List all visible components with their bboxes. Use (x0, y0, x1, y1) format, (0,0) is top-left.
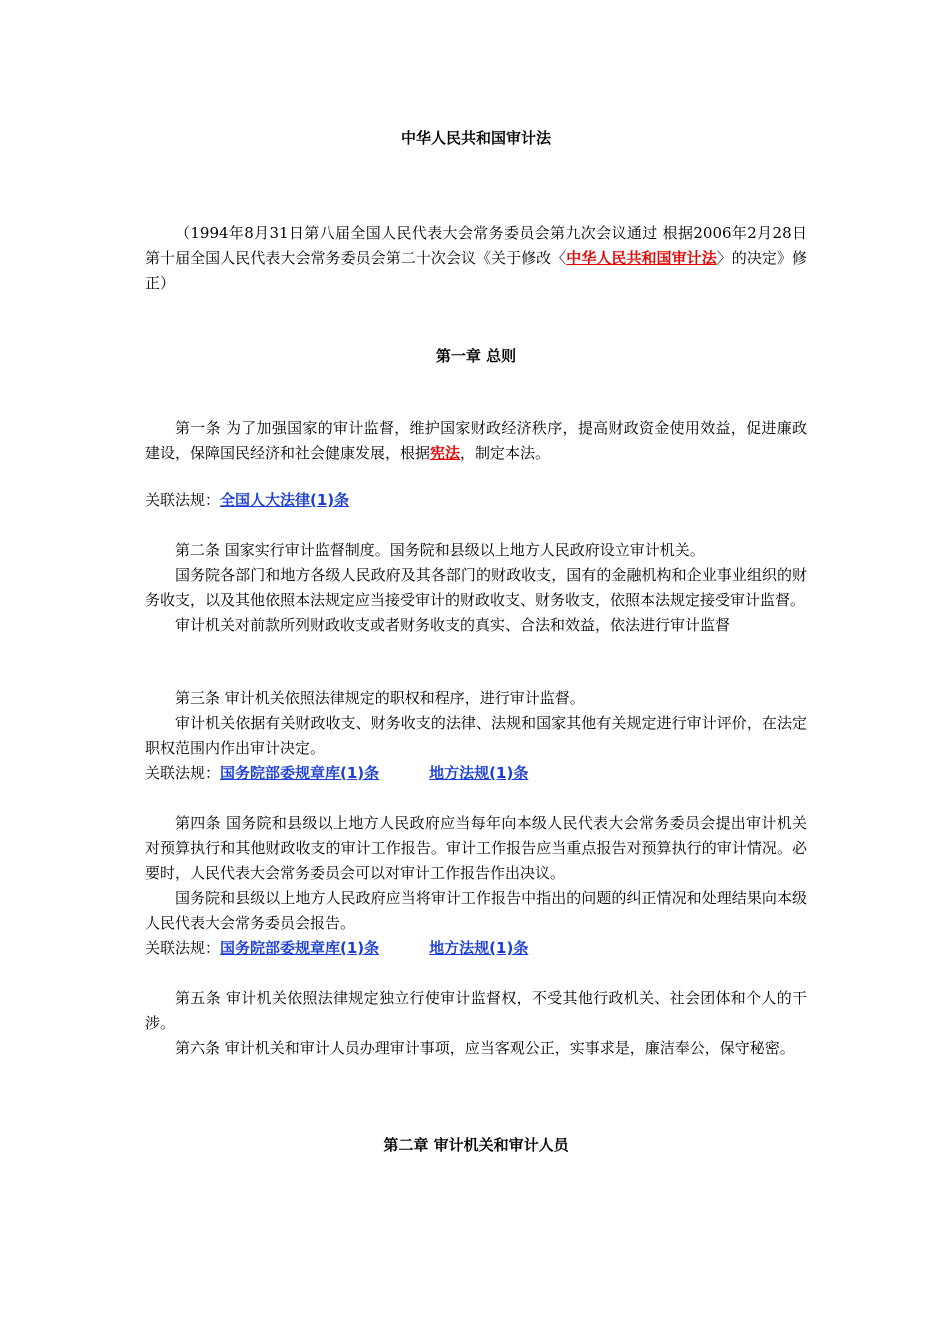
article-2 (145, 538, 807, 638)
article-1 (145, 416, 807, 466)
state-council-rules-link[interactable]: 国务院部委规章库(1)条 (220, 764, 380, 782)
article-5-paragraph: 第五条 审计机关依照法律规定独立行使审计监督权，不受其他行政机关、社会团体和个人的干涉。 (145, 989, 807, 1032)
related-regulations-1 (145, 488, 807, 513)
related-label: 关联法规： (145, 764, 221, 782)
related-label: 关联法规： (145, 491, 221, 509)
preamble-text-end: 〉的决定》修正） (145, 249, 807, 292)
npc-law-link[interactable]: 全国人大法律(1)条 (220, 491, 350, 509)
article-1-text: 第一条 为了加强国家的审计监督，维护国家财政经济秩序，提高财政资金使用效益，促进廉政建设，保障国民经济和社会健康发展，根据 (145, 419, 807, 462)
article-4-paragraph-1: 第四条 国务院和县级以上地方人民政府应当每年向本级人民代表大会常务委员会提出审计机关对预算执行和其他财政收支的审计工作报告。审计工作报告应当重点报告对预算执行的审计情况。必要时，人民代表大会常务委员会可以对审计工作报告作出决议。 (145, 814, 807, 882)
related-line (145, 488, 807, 513)
article-5-6 (145, 986, 807, 1061)
state-council-rules-link[interactable]: 国务院部委规章库(1)条 (220, 939, 380, 957)
related-regulations-4 (145, 936, 807, 961)
related-regulations-3 (145, 761, 807, 786)
article-2-paragraph-3: 审计机关对前款所列财政收支或者财务收支的真实、合法和效益，依法进行审计监督 (175, 616, 731, 634)
local-regulations-link[interactable]: 地方法规(1)条 (429, 939, 529, 957)
local-regulations-link[interactable]: 地方法规(1)条 (429, 764, 529, 782)
article-6-paragraph: 第六条 审计机关和审计人员办理审计事项，应当客观公正，实事求是，廉洁奉公，保守秘密。 (175, 1039, 795, 1057)
preamble-paragraph (145, 221, 807, 296)
chapter-2-heading: 第二章 审计机关和审计人员 (383, 1136, 569, 1154)
constitution-link[interactable]: 宪法 (430, 444, 461, 462)
chapter-1-heading: 第一章 总则 (435, 347, 517, 365)
article-3-paragraph-2: 审计机关依据有关财政收支、财务收支的法律、法规和国家其他有关规定进行审计评价，在法定职权范围内作出审计决定。 (145, 714, 807, 757)
article-1-paragraph (145, 416, 807, 466)
article-3 (145, 686, 807, 786)
article-4-paragraph-2: 国务院和县级以上地方人民政府应当将审计工作报告中指出的问题的纠正情况和处理结果向本级人民代表大会常务委员会报告。 (145, 889, 807, 932)
law-title-link[interactable]: 中华人民共和国审计法 (566, 249, 717, 267)
article-3-paragraph-1: 第三条 审计机关依照法律规定的职权和程序，进行审计监督。 (175, 689, 585, 707)
related-label: 关联法规： (145, 939, 221, 957)
document-title: 中华人民共和国审计法 (400, 129, 551, 147)
article-1-text-end: ，制定本法。 (460, 444, 551, 462)
preamble (145, 221, 807, 296)
article-2-paragraph-1: 第二条 国家实行审计监督制度。国务院和县级以上地方人民政府设立审计机关。 (175, 541, 705, 559)
article-2-paragraph-2: 国务院各部门和地方各级人民政府及其各部门的财政收支，国有的金融机构和企业事业组织的财务收支，以及其他依照本法规定应当接受审计的财政收支、财务收支，依照本法规定接受审计监督。 (145, 566, 807, 609)
article-4 (145, 811, 807, 961)
preamble-text: （1994年8月31日第八届全国人民代表大会常务委员会第九次会议通过 根据2006年2月28日第十届全国人民代表大会常务委员会第二十次会议《关于修改〈 (145, 224, 807, 267)
